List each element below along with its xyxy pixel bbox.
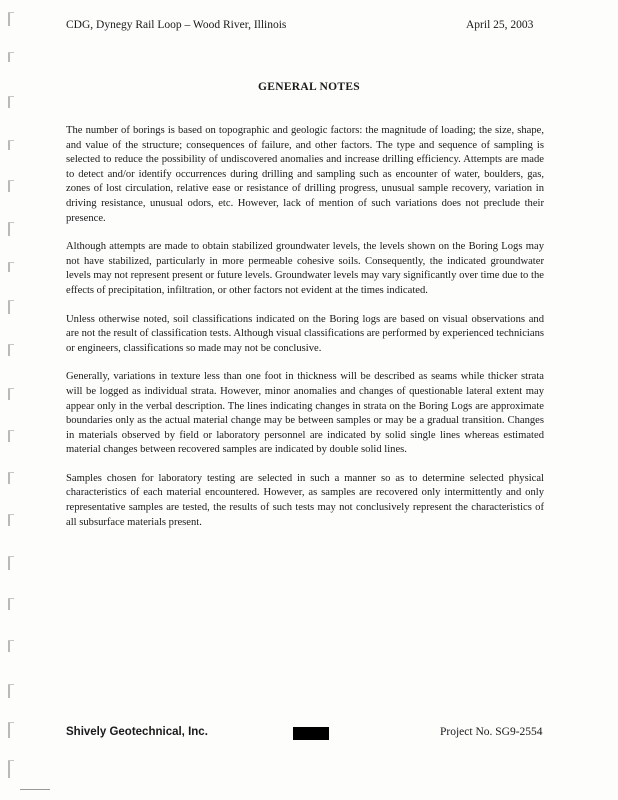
footer-project-number: Project No. SG9-2554 (440, 726, 543, 738)
binding-edge-mark (8, 96, 10, 108)
bottom-rule (20, 789, 50, 790)
binding-edge-mark (8, 722, 10, 738)
binding-edge-mark (8, 140, 10, 150)
binding-edge-mark (8, 300, 10, 314)
header-project-location: CDG, Dynegy Rail Loop – Wood River, Illinois (66, 19, 287, 31)
binding-edge-mark (8, 556, 10, 570)
binding-edge-mark (8, 52, 10, 62)
paragraph-borings: The number of borings is based on topographic and geologic factors: the magnitude of loading; the size, shape, and value of the structure; consequences of failure, and other factors. The type and sequence of sampling is selected to reduce the possibility of undiscovered anomalies and increase drilling efficiency. Attempts are made to detect and/or identify occurrences during drilling and sampling such as encounter of water, boulders, gas, zones of lost circulation, relative ease or resistance of drilling progress, unusual sample recovery, variation in driving resistance, unusual odors, etc. However, lack of mention of such variations does not preclude their presence. (66, 125, 544, 224)
binding-edge-mark (8, 180, 10, 192)
notes-body (66, 124, 544, 544)
binding-edge-mark (8, 262, 10, 272)
binding-edge-mark (8, 684, 10, 698)
paragraph-laboratory-samples: Samples chosen for laboratory testing are selected in such a manner so as to determine selected physical characteristics of each material encountered. However, as samples are recovered only intermittently and only representative samples are tested, the results of such tests may not conclusively represent the characteristics of all subsurface materials present. (66, 472, 544, 528)
binding-edge-mark (8, 598, 10, 610)
header-date: April 25, 2003 (466, 19, 534, 31)
binding-edge-mark (8, 640, 10, 652)
binding-edge-mark (8, 430, 10, 442)
page-title: GENERAL NOTES (258, 81, 360, 93)
binding-edge-mark (8, 514, 10, 526)
binding-edge-mark (8, 472, 10, 484)
footer-company-name: Shively Geotechnical, Inc. (66, 726, 208, 738)
binding-edge-mark (8, 388, 10, 400)
redaction-block (293, 727, 329, 740)
paragraph-soil-classification: Unless otherwise noted, soil classifications indicated on the Boring logs are based on visual observations and are not the result of classification tests. Although visual classifications are performed by experienced technicians or engineers, classifications so made may not be conclusive. (66, 313, 544, 354)
paragraph-groundwater: Although attempts are made to obtain stabilized groundwater levels, the levels shown on the Boring Logs may not have stabilized, particularly in more permeable cohesive soils. Consequently, the indicated groundwater levels may not represent present or future levels. Groundwater levels may vary significantly over time due to the effects of precipitation, infiltration, or other factors not evident at the times indicated. (66, 241, 544, 296)
binding-edge-mark (8, 760, 10, 778)
binding-edge-mark (8, 222, 10, 236)
binding-edge-mark (8, 344, 10, 356)
paragraph-strata-variations: Generally, variations in texture less than one foot in thickness will be described as seams while thicker strata will be logged as individual strata. However, minor anomalies and changes of questionable lateral extent may appear only in the verbal description. The lines indicating changes in strata on the Boring Logs are approximate boundaries only as the actual material change may be between samples or may be a gradual transition. Changes in materials observed by field or laboratory personnel are indicated by solid single lines whereas estimated material changes between recovered samples are indicated by double solid lines. (66, 371, 544, 456)
binding-edge-mark (8, 12, 10, 26)
